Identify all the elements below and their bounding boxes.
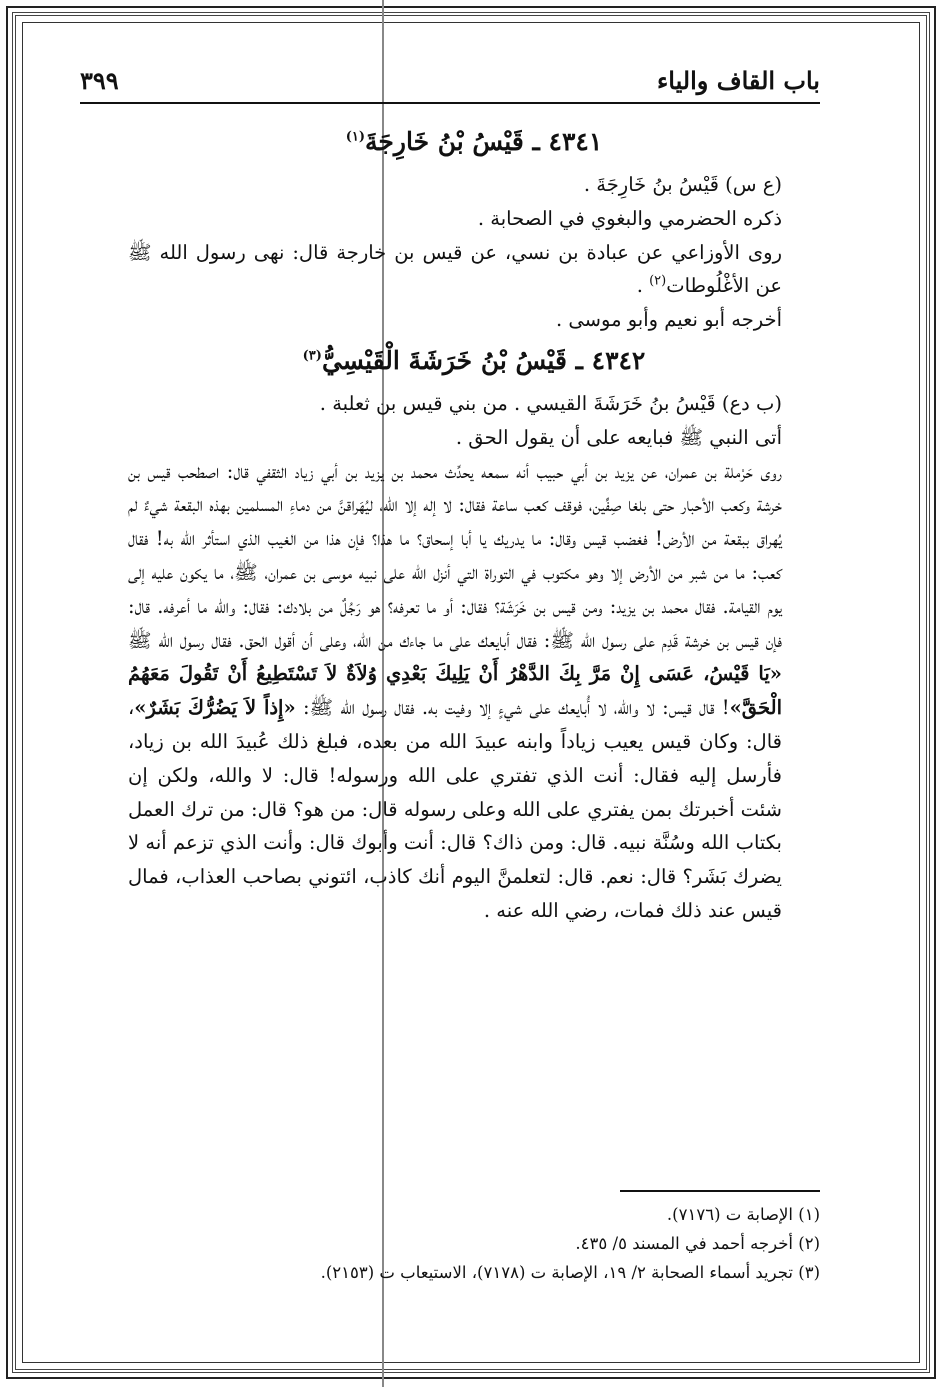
footnote: (٢) أخرجه أحمد في المسند ٥/ ٤٣٥.	[575, 1234, 820, 1253]
entry-text-line: ذكره الحضرمي والبغوي في الصحابة .	[477, 206, 782, 230]
entry-title	[128, 122, 820, 162]
entry-narration-end: .	[636, 274, 650, 298]
entry-text-line: أتى النبي ﷺ فبايعه على أن يقول الحق .	[455, 425, 782, 449]
footnote-ref: (٣)	[302, 348, 322, 364]
footnote: (٣) تجريد أسماء الصحابة ٢/ ١٩، الإصابة ت (٧١٧٨)، الاستيعاب ت (٢١٥٣).	[320, 1263, 820, 1282]
body-text: ! قال قيس: لا والله، لا أُبايعك على شيءٍ إلا وفيت به. فقال رسول الله ﷺ:	[295, 696, 730, 720]
entry-text-line: أخرجه أبو نعيم وأبو موسى .	[556, 308, 782, 332]
entry-title-text: ٤٣٤٢ ـ قَيْسُ بْنُ خَرَشَةَ الْقَيْسِيُّ	[321, 345, 646, 375]
entry-narration: روى الأوزاعي عن عبادة بن نسي، عن قيس بن خارجة قال: نهى رسول الله ﷺ عن الأغْلُوطات	[128, 240, 782, 298]
entry-text-line	[128, 236, 820, 304]
page-body	[128, 118, 820, 928]
page-header	[80, 66, 820, 104]
body-text: روى حَرْملة بن عمران، عن يزيد بن أبي حبيب أنه سمعه يحدِّث محمد بن يزيد بن أبي زياد الثقفي قال: اصطحب قيس بن خرشة وكعب الأحبار حتى بلغا صِفِّين، فوقف كعب ساعة فقال: لا إله إلا الله، ليُهَراقنَّ من دماءِ المسلمين بهذه البقعة شيءٌ لم يُهراق ببقعة من الأرض! فغضب قيس وقال: ما يدريك يا أبا إسحاق؟ ما هذا؟ فإن هذا من الغيب الذي استأثر الله به! فقال كعب: ما من شبر من الأرض إلا وهو مكتوب في التوراة التي أنزل الله على نبيه موسى بن عمران، ﷺ، ما يكون عليه إلى يوم القيامة. فقال محمد بن يزيد: ومن قيس بن خَرَشَة؟ فقال: أو ما تعرفه؟ هو رَجُلٌ من بلادك: فقال: والله ما أعرفه. قال: فإن قيس بن خرشة قَدِم على رسول الله ﷺ: فقال أبايعك على ما جاءك من الله، وعلى أن أقول الحق. فقال رسول الله ﷺ	[128, 459, 782, 652]
footnote-rule	[620, 1190, 820, 1192]
entry-code-line: (ب دع) قَيْسُ بنُ خَرَشَةَ القيسي . من بني قيس بن ثعلبة .	[319, 391, 782, 415]
entry-body-paragraph	[128, 455, 820, 928]
footnote-ref: (١)	[345, 129, 366, 145]
running-head: باب القاف والياء	[656, 66, 820, 95]
footnote: (١) الإصابة ت (٧١٧٦).	[666, 1205, 820, 1224]
entry-title	[128, 341, 820, 381]
body-text: ، قال: وكان قيس يعيب زياداً وابنه عبيدَ الله من بعده، فبلغ ذلك عُبيدَ الله بن زياد، فأرسل إليه فقال: أنت الذي تفتري على الله ورسوله! قال: لا والله، ولكن إن شئت أخبرتك بمن يفتري على الله وعلى رسوله قال: من هو؟ قال: من ترك العمل بكتاب الله وسُنَّة نبيه. قال: ومن ذاك؟ قال: أنت وأبوك قال: وأنت الذي تزعم أنه لا يضرك بَشَر؟ قال: نعم. قال: لتعلمنَّ اليوم أنك كاذب، ائتوني بصاحب العذاب، فمال قيس عند ذلك فمات، رضي الله عنه .	[128, 696, 782, 922]
entry-title-text: ٤٣٤١ ـ قَيْسُ بْنُ خَارِجَةَ	[365, 127, 603, 156]
footnote-ref: (٢)	[649, 273, 667, 289]
entry-code-line: (ع س) قَيْسُ بنُ خَارِجَةَ .	[583, 173, 782, 196]
hadith-quote: «يَا قَيْسُ، عَسَى إِنْ مَرَّ بِكَ الدَّهْرُ أَنْ يَلِيكَ بَعْدِي وُلاَةٌ لاَ تَسْتَطِيعُ أَنْ تَقُولَ مَعَهُمُ الْحَقَّ»	[128, 662, 782, 720]
footnotes	[128, 1190, 820, 1287]
page-number: ٣٩٩	[80, 66, 119, 95]
hadith-quote: «إِذاً لاَ يَضُرُّكَ بَشَرٌ»	[134, 696, 296, 720]
